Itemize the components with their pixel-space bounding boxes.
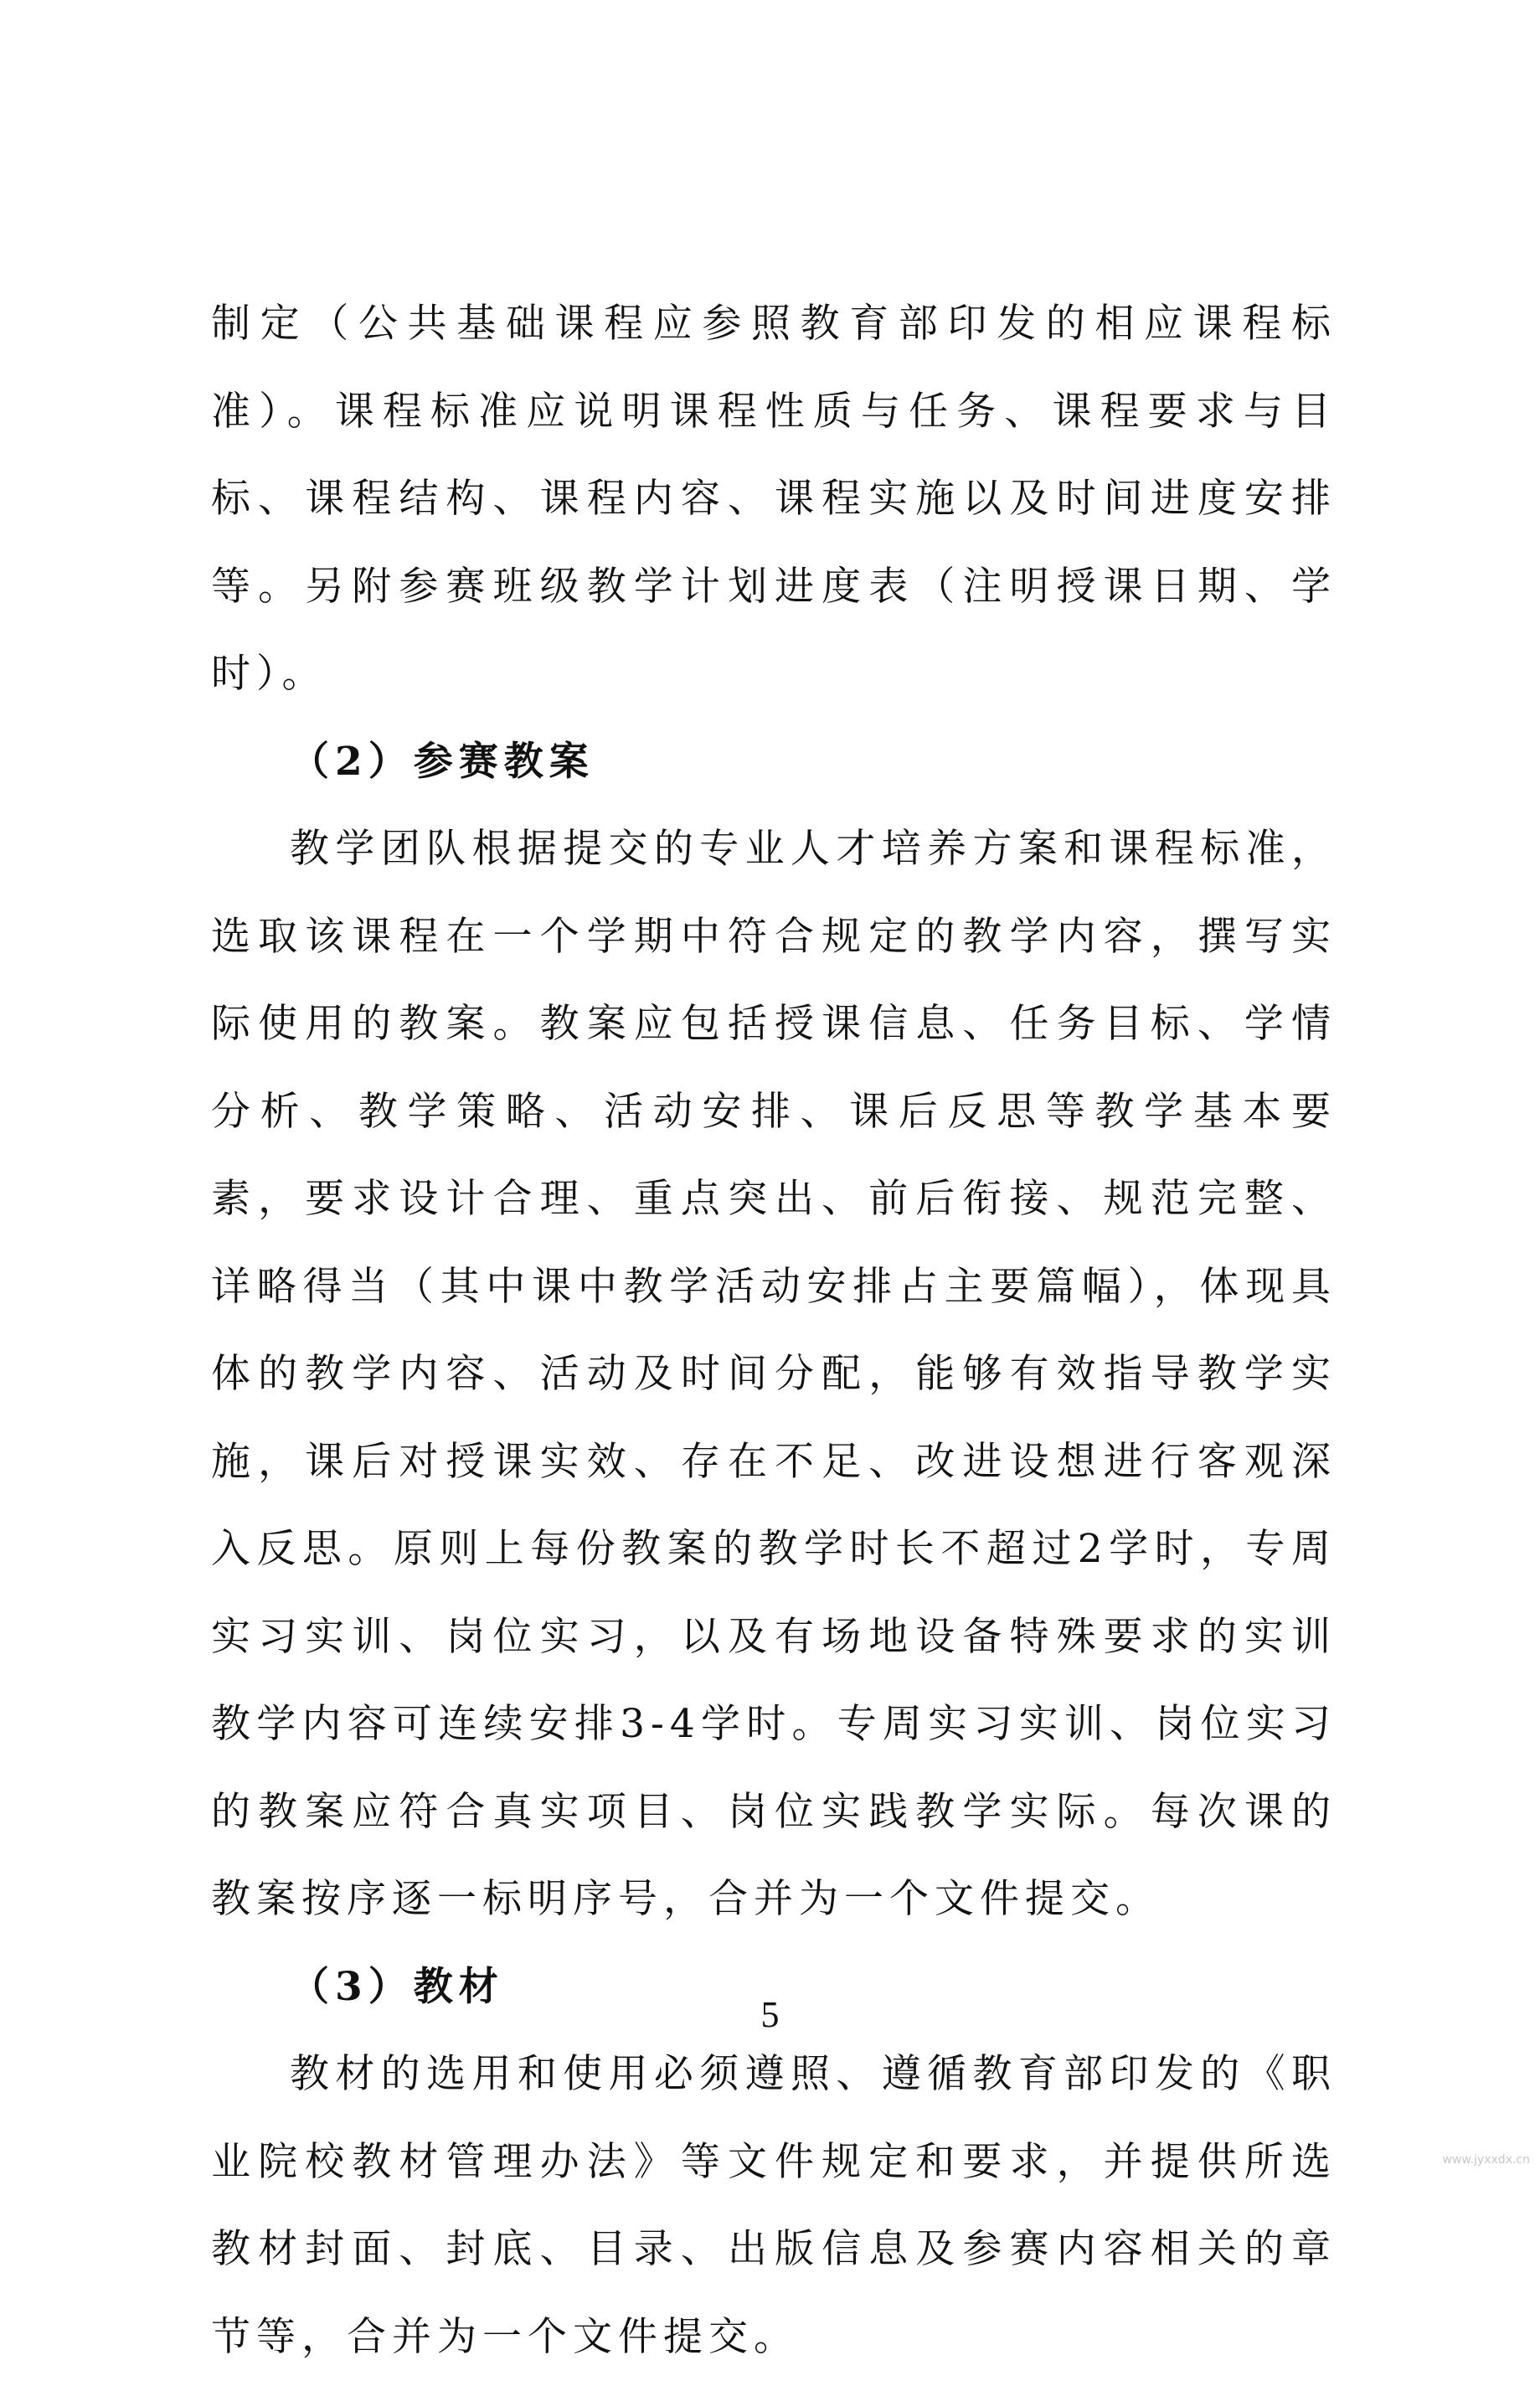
page-number: 5: [760, 1994, 780, 2035]
paragraph-textbook-requirements: 教材的选用和使用必须遵照、遵循教育部印发的《职业院校教材管理办法》等文件规定和要求，并提供所选教材封面、封底、目录、出版信息及参赛内容相关的章节等，合并为一个文件提交。: [211, 2051, 1337, 2360]
paragraph-course-standard-continuation: 制定（公共基础课程应参照教育部印发的相应课程标准）。课程标准应说明课程性质与任务、课程要求与目标、课程结构、课程内容、课程实施以及时间进度安排等。另附参赛班级教学计划进度表（注明授课日期、学时）。: [211, 301, 1337, 697]
heading-textbook: （3）教材: [290, 1963, 504, 2010]
body-text: [211, 281, 1337, 2381]
heading-competition-lesson-plan: （2）参赛教案: [290, 738, 595, 785]
watermark-text: www.jyxxdx.cn: [1442, 2153, 1530, 2167]
paragraph-lesson-plan-requirements: 教学团队根据提交的专业人才培养方案和课程标准，选取该课程在一个学期中符合规定的教学内容，撰写实际使用的教案。教案应包括授课信息、任务目标、学情分析、教学策略、活动安排、课后反思等教学基本要素，要求设计合理、重点突出、前后衔接、规范完整、详略得当（其中课中教学活动安排占主要篇幅），体现具体的教学内容、活动及时间分配，能够有效指导教学实施，课后对授课实效、存在不足、改进设想进行客观深入反思。原则上每份教案的教学时长不超过2学时，专周实习实训、岗位实习，以及有场地设备特殊要求的实训教学内容可连续安排3-4学时。专周实习实训、岗位实习的教案应符合真实项目、岗位实践教学实际。每次课的教案按序逐一标明序号，合并为一个文件提交。: [211, 826, 1337, 1922]
